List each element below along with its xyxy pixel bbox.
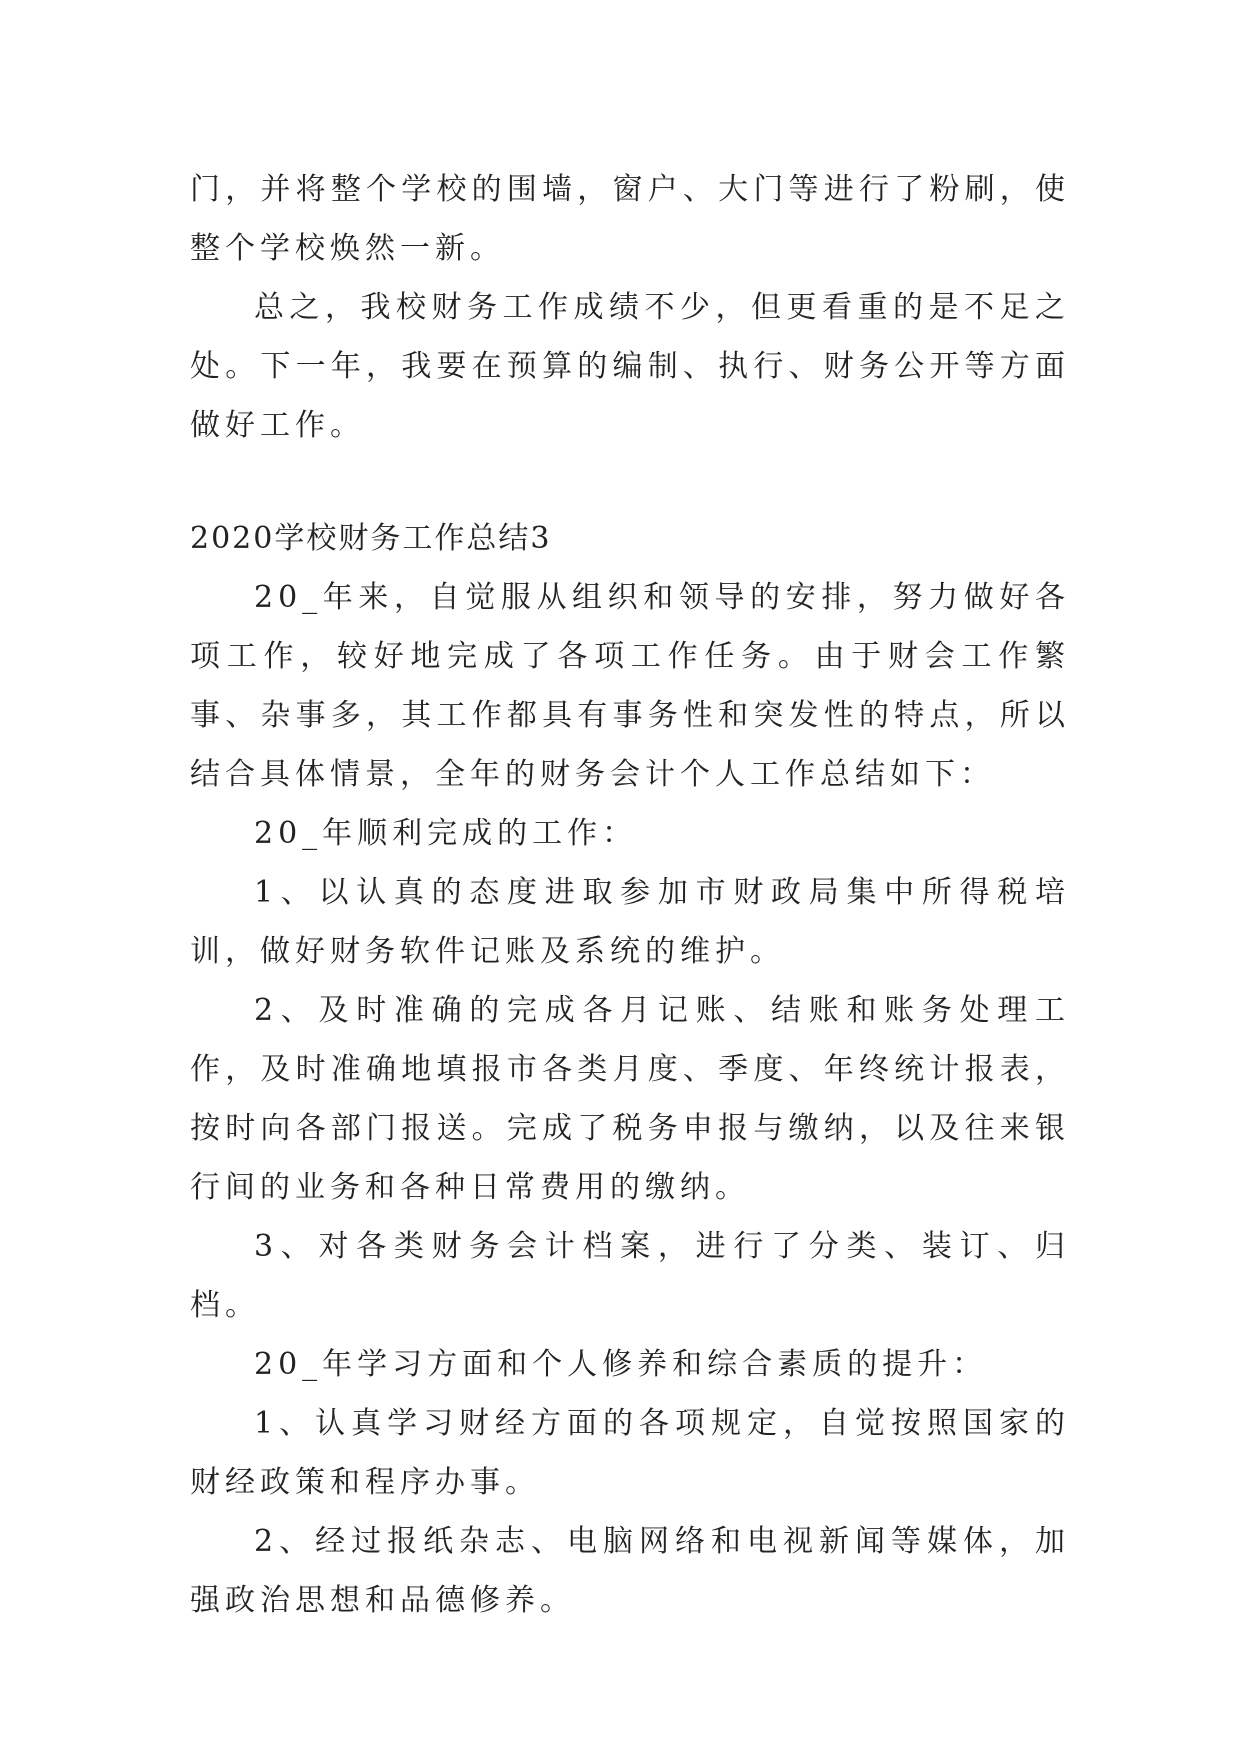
- paragraph-8: 20_年学习方面和个人修养和综合素质的提升：: [254, 1347, 988, 1382]
- paragraph-10: 2、经过报纸杂志、电脑网络和电视新闻等媒体，加强政治思想和品德修养。: [190, 1524, 1070, 1618]
- paragraph-1: 门，并将整个学校的围墙，窗户、大门等进行了粉刷，使整个学校焕然一新。: [190, 172, 1070, 266]
- paragraph-5: 1、以认真的态度进取参加市财政局集中所得税培训，做好财务软件记账及系统的维护。: [190, 875, 1070, 969]
- paragraph-7: 3、对各类财务会计档案，进行了分类、装订、归档。: [190, 1229, 1070, 1323]
- document-body: [190, 160, 1070, 1630]
- section-heading: 2020学校财务工作总结3: [190, 521, 552, 556]
- paragraph-4: 20_年顺利完成的工作：: [254, 816, 638, 851]
- paragraph-2: 总之，我校财务工作成绩不少，但更看重的是不足之处。下一年，我要在预算的编制、执行、财务公开等方面做好工作。: [190, 290, 1070, 443]
- paragraph-9: 1、认真学习财经方面的各项规定，自觉按照国家的财经政策和程序办事。: [190, 1406, 1070, 1500]
- paragraph-6: 2、及时准确的完成各月记账、结账和账务处理工作，及时准确地填报市各类月度、季度、年终统计报表，按时向各部门报送。完成了税务申报与缴纳，以及往来银行间的业务和各种日常费用的缴纳。: [190, 993, 1070, 1205]
- paragraph-3: 20_年来，自觉服从组织和领导的安排，努力做好各项工作，较好地完成了各项工作任务。由于财会工作繁事、杂事多，其工作都具有事务性和突发性的特点，所以结合具体情景，全年的财务会计个人工作总结如下：: [190, 580, 1070, 792]
